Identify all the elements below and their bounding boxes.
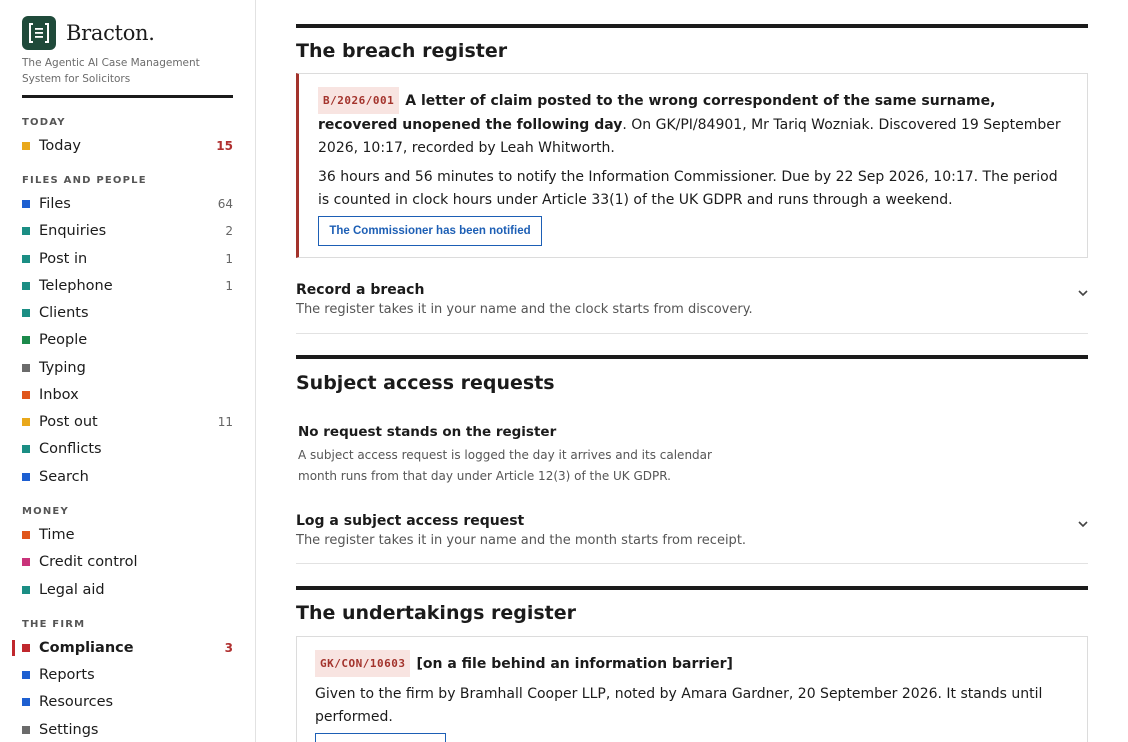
commissioner-notified-button[interactable]: The Commissioner has been notified [318, 216, 542, 246]
sidebar [0, 0, 256, 742]
nav-item-enquiries[interactable] [22, 219, 233, 243]
undertaking-entry-title: [on a file behind an information barrier] [416, 656, 733, 672]
nav-section-firm: THE FIRM [22, 619, 86, 630]
undertakings-heading: The undertakings register [296, 602, 577, 624]
square-icon [22, 418, 30, 426]
nav-item-typing[interactable] [22, 356, 233, 380]
square-icon [22, 364, 30, 372]
square-icon [22, 558, 30, 566]
square-icon [22, 698, 30, 706]
nav-item-label: Credit control [39, 554, 138, 570]
nav-item-reports[interactable] [22, 663, 233, 687]
nav-item-count: 1 [225, 279, 233, 293]
undertaking-entry-card [296, 636, 1088, 742]
breach-register-heading: The breach register [296, 40, 508, 62]
main-content [296, 0, 1088, 742]
nav-item-label: Inbox [39, 387, 79, 403]
square-icon [22, 586, 30, 594]
log-sar-disclosure[interactable] [296, 513, 1088, 564]
breach-entry-card [296, 73, 1088, 258]
nav-item-search[interactable] [22, 465, 233, 489]
nav-section-money: MONEY [22, 506, 69, 517]
sar-empty-title: No request stands on the register [298, 424, 557, 440]
nav-item-label: Post out [39, 414, 98, 430]
nav-item-count: 1 [225, 252, 233, 266]
nav-item-legal-aid[interactable] [22, 578, 233, 602]
square-icon [22, 200, 30, 208]
nav-item-count: 11 [217, 415, 233, 429]
undertaking-ref-badge: GK/CON/10603 [315, 650, 410, 677]
square-icon [22, 282, 30, 290]
nav-item-label: Legal aid [39, 582, 105, 598]
section-rule [296, 24, 1088, 28]
active-indicator [12, 640, 15, 656]
nav-item-inbox[interactable] [22, 383, 233, 407]
chevron-down-icon[interactable] [1078, 519, 1088, 529]
nav-item-label: Time [39, 527, 75, 543]
nav-item-label: Conflicts [39, 441, 102, 457]
nav-item-count: 3 [224, 641, 233, 655]
nav-item-label: Typing [39, 360, 86, 376]
undertaking-action-button[interactable] [315, 733, 446, 742]
nav-item-post-in[interactable] [22, 247, 233, 271]
nav-item-label: Today [39, 138, 81, 154]
sar-empty-body: A subject access request is logged the day it arrives and its calendar month runs from that day under Article 12(3) of the UK GDPR. [298, 448, 712, 483]
square-icon [22, 644, 30, 652]
square-icon [22, 309, 30, 317]
nav-item-label: Compliance [39, 640, 134, 656]
breach-entry-summary [318, 87, 1067, 160]
nav-item-label: Settings [39, 722, 99, 738]
bracton-logo-icon [22, 16, 56, 50]
brand-name: Bracton. [66, 21, 155, 45]
log-sar-hint: The register takes it in your name and the month starts from receipt. [296, 533, 747, 548]
square-icon [22, 227, 30, 235]
nav-item-label: Post in [39, 251, 88, 267]
square-icon [22, 671, 30, 679]
nav-item-settings[interactable] [22, 718, 233, 742]
divider [22, 95, 233, 98]
nav-item-label: Enquiries [39, 223, 107, 239]
nav-item-compliance[interactable] [22, 636, 233, 660]
square-icon [22, 726, 30, 734]
nav-item-credit-control[interactable] [22, 550, 233, 574]
breach-ref-badge: B/2026/001 [318, 87, 399, 114]
nav-item-time[interactable] [22, 523, 233, 547]
nav-item-label: Resources [39, 694, 114, 710]
log-sar-title: Log a subject access request [296, 513, 525, 529]
square-icon [22, 255, 30, 263]
nav-item-label: Clients [39, 305, 89, 321]
square-icon [22, 473, 30, 481]
breach-entry-detail: . On GK/PI/84901, Mr Tariq Wozniak. Discovered 19 September 2026, 10:17, recorded by Leah Whitworth. [318, 117, 1061, 156]
undertaking-entry-detail: Given to the firm by Bramhall Cooper LLP, noted by Amara Gardner, 20 September 2026. It stands until performed. [315, 686, 1043, 725]
chevron-down-icon[interactable] [1078, 288, 1088, 298]
breach-entry-title: A letter of claim posted to the wrong correspondent of the same surname, recovered unopened the following day [318, 93, 996, 133]
square-icon [22, 336, 30, 344]
nav-item-post-out[interactable] [22, 410, 233, 434]
square-icon [22, 531, 30, 539]
nav-item-people[interactable] [22, 328, 233, 352]
nav-item-resources[interactable] [22, 690, 233, 714]
undertaking-entry-summary [315, 650, 1067, 677]
nav-item-label: Telephone [39, 278, 113, 294]
nav-item-label: Reports [39, 667, 95, 683]
nav-item-label: Files [39, 196, 71, 212]
nav-item-files[interactable] [22, 192, 233, 216]
breach-deadline-text: 36 hours and 56 minutes to notify the Information Commissioner. Due by 22 Sep 2026, 10:17. The period is counted in clock hours under Article 33(1) of the UK GDPR and runs through a weekend. [318, 169, 1058, 208]
nav-item-label: People [39, 332, 88, 348]
section-rule [296, 355, 1088, 359]
nav-item-today[interactable] [22, 134, 233, 158]
nav-item-label: Search [39, 469, 89, 485]
nav-item-conflicts[interactable] [22, 437, 233, 461]
square-icon [22, 142, 30, 150]
nav-item-clients[interactable] [22, 301, 233, 325]
section-rule [296, 586, 1088, 590]
nav-item-telephone[interactable] [22, 274, 233, 298]
nav-item-count: 64 [217, 197, 233, 211]
square-icon [22, 445, 30, 453]
nav-item-count: 15 [216, 139, 233, 153]
nav-item-count: 2 [225, 224, 233, 238]
brand-tagline: The Agentic AI Case Management System for Solicitors [22, 57, 200, 85]
nav-section-files: FILES AND PEOPLE [22, 175, 147, 186]
record-breach-disclosure[interactable] [296, 282, 1088, 334]
brand[interactable] [22, 16, 155, 50]
record-breach-hint: The register takes it in your name and the clock starts from discovery. [296, 302, 753, 317]
nav-section-today: TODAY [22, 117, 66, 128]
record-breach-title: Record a breach [296, 282, 425, 298]
sar-heading: Subject access requests [296, 372, 555, 394]
square-icon [22, 391, 30, 399]
